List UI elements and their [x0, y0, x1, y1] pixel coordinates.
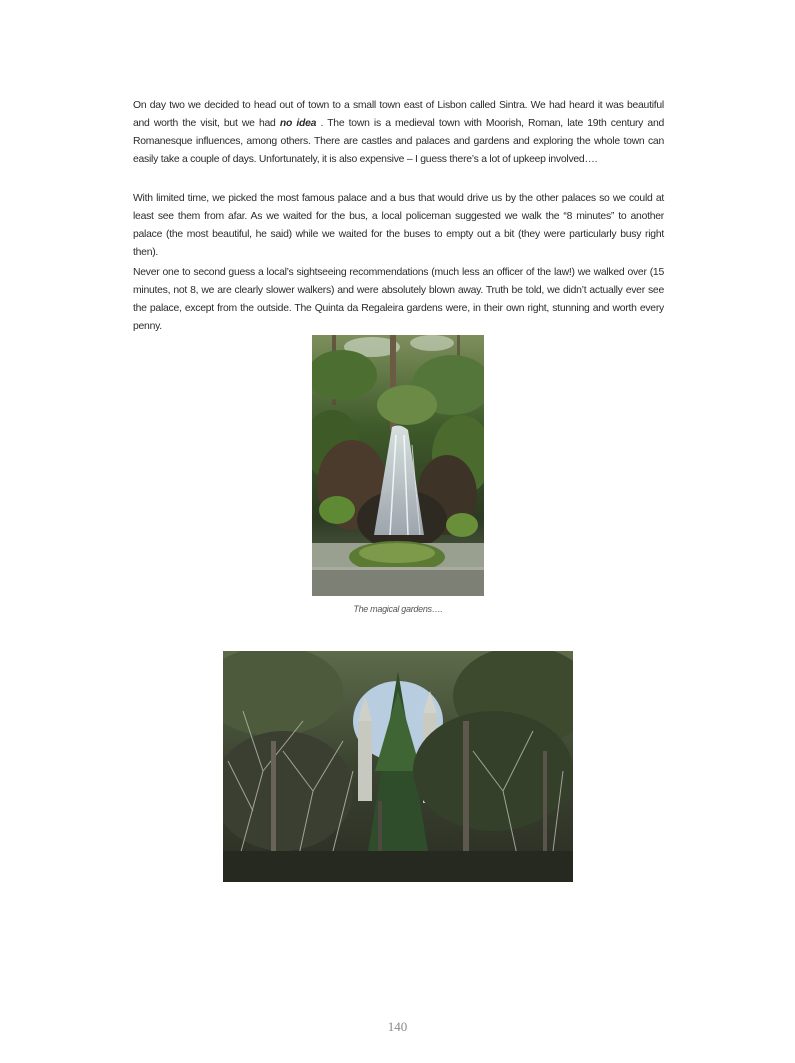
- waterfall-caption: The magical gardens….: [353, 604, 443, 614]
- paragraph-intro: [133, 97, 664, 169]
- forest-photo: [223, 651, 573, 882]
- waterfall-photo-image: [312, 335, 484, 596]
- paragraph-gardens-text: Never one to second guess a local’s sightseeing recommendations (much less an officer of the law!) we walked over (15 minutes, not 8, we are clearly slower walkers) and were absolutely blown away. Truth be told, we didn’t actually ever see the palace, except from the outside. The Quinta da Regaleira gardens were, in their own right, stunning and worth every penny.: [133, 267, 664, 332]
- paragraph-intro-text-end: . The town is a medieval town with Moorish, Roman, late 19th century and Romanesque influences, among others. There are castles and palaces and gardens and exploring the whole town can easily take a couple of days. Unfortunately, it is also expensive – I guess there’s a lot of upkeep involved….: [133, 118, 665, 165]
- waterfall-photo: [312, 335, 484, 596]
- paragraph-palace-choice: [133, 190, 664, 262]
- emphasis-no-idea: no idea: [279, 118, 317, 129]
- paragraph-gardens: [133, 264, 664, 336]
- forest-photo-image: [223, 651, 573, 882]
- paragraph-intro-text-start: On day two we decided to head out of town to a small town east of Lisbon called Sintra. We had heard it was beautiful and worth the visit, but we had: [133, 100, 664, 129]
- paragraph-palace-choice-text: With limited time, we picked the most famous palace and a bus that would drive us by the other palaces so we could at least see them from afar. As we waited for the bus, a local policeman suggested we walk the “8 minutes” to another palace (the most beautiful, he said) while we waited for the buses to empty out a bit (they were particularly busy right then).: [133, 193, 664, 258]
- page-number: 140: [387, 1019, 408, 1034]
